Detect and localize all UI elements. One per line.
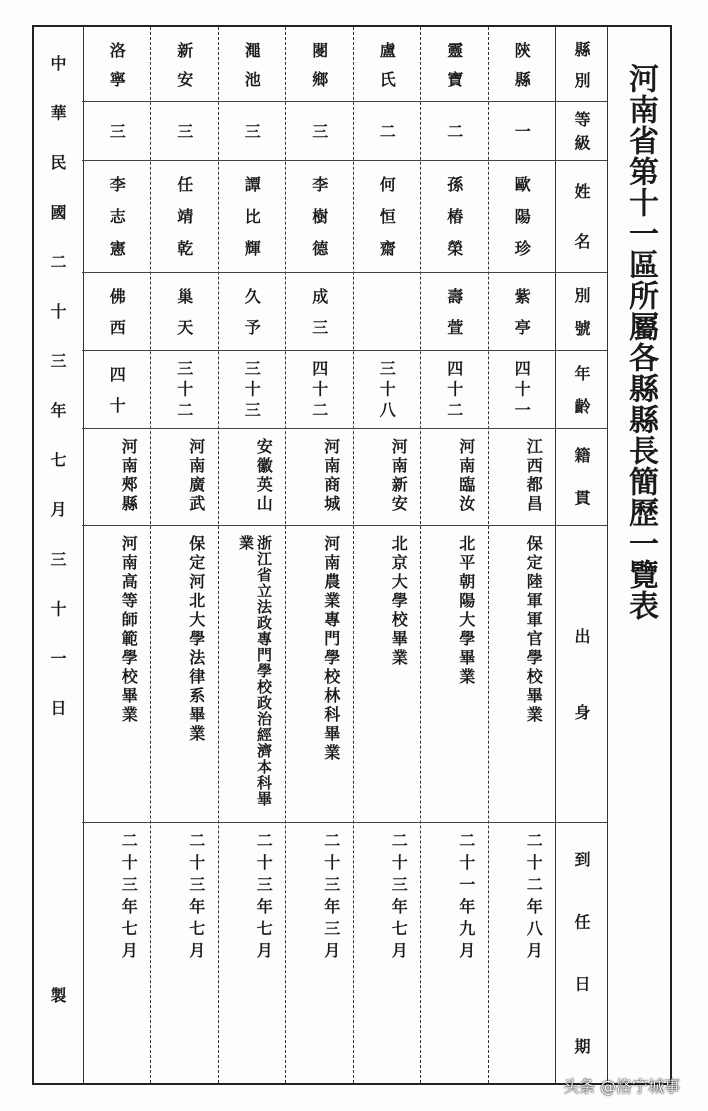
header-start-date: 到任日期	[572, 851, 591, 1101]
cell-county: 閿鄉	[309, 41, 329, 100]
cell-age: 三十三	[242, 360, 262, 423]
cell-name: 何恒齋	[377, 176, 397, 272]
cell-age: 四十二	[309, 360, 329, 423]
cell-native: 河南廣武	[186, 438, 206, 514]
cell-alias: 久予	[242, 287, 262, 350]
header-county: 縣別	[572, 40, 591, 103]
cell-county: 洛寧	[107, 41, 127, 100]
cell-name: 譚比輝	[242, 176, 262, 272]
cell-age: 四十一	[512, 360, 532, 423]
cell-alias: 紫亭	[512, 287, 532, 350]
row-divider	[82, 101, 607, 102]
cell-native: 河南商城	[321, 438, 341, 514]
cell-age: 四十	[107, 365, 127, 428]
header-age: 年齡	[572, 364, 591, 431]
cell-alias: 成三	[309, 287, 329, 350]
cell-start-date: 二十三年三月	[321, 832, 341, 964]
cell-county: 靈寶	[444, 41, 464, 100]
cell-background: 浙江省立法政專門學校政治經濟本科畢業	[237, 535, 273, 807]
cell-start-date: 二十三年七月	[119, 832, 139, 964]
cell-name: 孫椿榮	[444, 176, 464, 272]
cell-start-date: 二十三年七月	[186, 832, 206, 964]
cell-background: 河南高等師範學校畢業	[119, 535, 139, 725]
cell-age: 三十二	[174, 360, 194, 423]
cell-county: 新安	[174, 41, 194, 100]
footer-date: 中華民國二十三年七月三十一日	[48, 54, 67, 749]
cell-name: 李樹德	[309, 176, 329, 272]
header-native: 籍貫	[572, 447, 591, 533]
cell-start-date: 二十一年九月	[456, 832, 476, 964]
cell-start-date: 二十三年七月	[389, 832, 409, 964]
cell-native: 河南臨汝	[456, 438, 476, 514]
cell-county: 澠池	[242, 41, 262, 100]
header-grade: 等級	[572, 110, 591, 158]
cell-background: 保定陸軍軍官學校畢業	[524, 535, 544, 725]
row-divider	[82, 272, 607, 273]
cell-county: 盧氏	[377, 41, 397, 100]
cell-name: 任靖乾	[174, 176, 194, 272]
row-divider	[82, 822, 607, 823]
header-name: 姓名	[572, 183, 591, 283]
row-divider	[82, 428, 607, 429]
cell-background: 保定河北大學法律系畢業	[186, 535, 206, 744]
cell-background: 北平朝陽大學畢業	[456, 535, 476, 687]
cell-grade: 三	[309, 122, 329, 166]
cell-grade: 二	[377, 122, 397, 166]
cell-name: 歐陽珍	[512, 176, 532, 272]
column-divider	[607, 27, 608, 1083]
cell-county: 陝縣	[512, 41, 532, 100]
cell-grade: 一	[512, 122, 532, 166]
cell-native: 河南新安	[389, 438, 409, 514]
cell-background: 北京大學校畢業	[389, 535, 409, 668]
footer-made: 製	[48, 987, 67, 1027]
cell-age: 四十二	[444, 360, 464, 423]
cell-background: 河南農業專門學校林科畢業	[321, 535, 341, 763]
cell-name: 李志憲	[107, 176, 127, 272]
cell-start-date: 二十三年七月	[254, 832, 274, 964]
cell-grade: 三	[242, 122, 262, 166]
header-background: 出身	[572, 627, 591, 780]
cell-grade: 三	[174, 122, 194, 166]
cell-alias: 壽萱	[444, 287, 464, 350]
cell-native: 安徽英山	[254, 438, 274, 514]
cell-grade: 二	[444, 122, 464, 166]
header-alias: 別號	[572, 286, 591, 353]
cell-age: 三十八	[377, 360, 397, 423]
cell-alias: 佛西	[107, 287, 127, 350]
cell-alias: 巢天	[174, 287, 194, 350]
row-divider	[82, 525, 607, 526]
watermark: 头条 @洛宁城事	[563, 1077, 681, 1096]
column-divider	[555, 27, 556, 1083]
row-divider	[82, 350, 607, 351]
cell-start-date: 二十二年八月	[524, 832, 544, 964]
cell-grade: 三	[107, 122, 127, 166]
cell-native: 江西都昌	[524, 438, 544, 514]
cell-native: 河南郟縣	[119, 438, 139, 514]
document-title: 河南省第十一區所屬各縣縣長簡歷一覽表	[623, 63, 658, 621]
